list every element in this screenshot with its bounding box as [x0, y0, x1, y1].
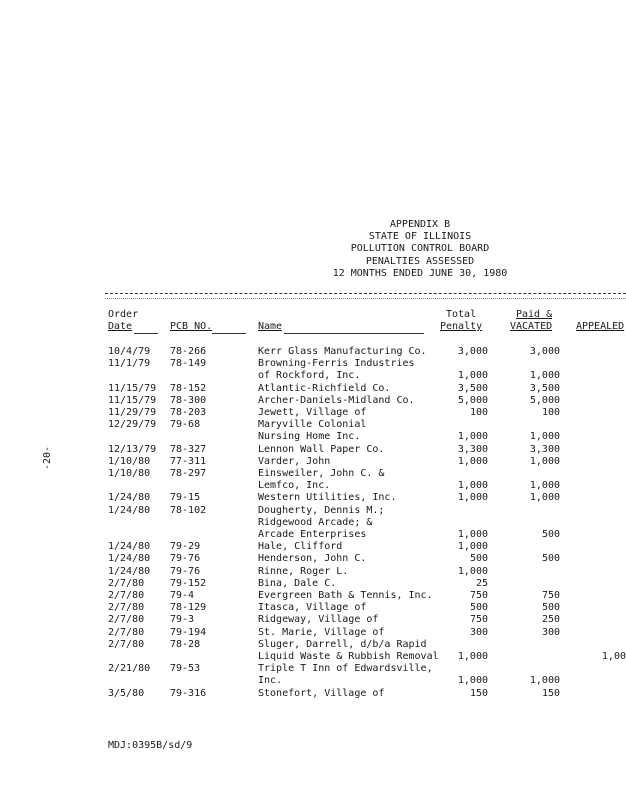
name-cell: Atlantic-Richfield Co. — [258, 382, 391, 394]
order-date-cell: 2/7/80 — [108, 602, 145, 614]
name-cell: Kerr Glass Manufacturing Co. — [258, 346, 427, 357]
table-row — [0, 395, 626, 407]
name-cell: Dougherty, Dennis M.; — [258, 504, 385, 516]
paid-vacated-cell: 150 — [541, 687, 560, 699]
name-cell: Sluger, Darrell, d/b/a Rapid — [258, 638, 427, 650]
table-row — [0, 590, 626, 602]
paid-vacated-cell: 1,000 — [529, 675, 560, 687]
header-divider — [105, 293, 626, 294]
order-date-header-line2: Date — [108, 321, 133, 332]
order-date-cell: 2/21/80 — [108, 663, 151, 675]
paid-vacated-cell: 250 — [541, 614, 560, 626]
table-row — [0, 688, 626, 700]
table-row — [0, 614, 626, 626]
table-row — [0, 566, 626, 578]
total-penalty-cell: 1,000 — [457, 455, 488, 467]
order-date-cell: 1/24/80 — [108, 504, 151, 516]
table-row — [0, 468, 626, 480]
total-penalty-cell: 150 — [469, 687, 488, 699]
order-date-cell: 11/1/79 — [108, 358, 151, 370]
pcb-number-cell: 79-15 — [170, 492, 201, 504]
paid-vacated-cell: 1,000 — [529, 492, 560, 504]
page-number-side: -20- — [42, 445, 53, 470]
table-row — [0, 480, 626, 492]
pcb-number-cell: 78-152 — [170, 382, 207, 394]
header-divider-secondary — [105, 298, 626, 299]
pcb-number-cell: 78-129 — [170, 602, 207, 614]
table-row — [0, 358, 626, 370]
name-cell: Browning-Ferris Industries — [258, 358, 415, 370]
total-penalty-cell: 3,300 — [457, 443, 488, 455]
pcb-number-cell: 79-53 — [170, 663, 201, 675]
name-cell: Ridgewood Arcade; & — [258, 516, 373, 528]
paid-vacated-cell: 5,000 — [529, 394, 560, 406]
pcb-number-cell: 79-29 — [170, 541, 201, 553]
header-line: 12 MONTHS ENDED JUNE 30, 1980 — [332, 267, 508, 279]
appealed-cell: 1,00 — [601, 651, 626, 662]
pcb-number-cell: 78-327 — [170, 443, 207, 455]
pcb-number-cell: 78-28 — [170, 638, 201, 650]
total-penalty-header-line2: Penalty — [440, 321, 483, 332]
paid-vacated-cell: 500 — [541, 602, 560, 614]
name-cell: St. Marie, Village of — [258, 626, 385, 638]
order-date-cell: 2/7/80 — [108, 577, 145, 589]
total-penalty-cell: 1,000 — [457, 431, 488, 443]
name-cell: Jewett, Village of — [258, 407, 367, 418]
order-date-cell: 1/24/80 — [108, 565, 151, 577]
name-cell: Henderson, John C. — [258, 553, 367, 565]
name-cell: Lemfco, Inc. — [258, 480, 331, 492]
pcb-number-cell: 79-76 — [170, 565, 201, 577]
total-penalty-cell: 1,000 — [457, 480, 488, 492]
name-cell: Western Utilities, Inc. — [258, 492, 397, 504]
pcb-number-cell: 78-300 — [170, 394, 207, 406]
pcb-number-cell: 79-152 — [170, 577, 207, 589]
pcb-number-header: PCB NO. — [170, 321, 213, 332]
table-row — [0, 370, 626, 382]
total-penalty-cell: 1,000 — [457, 565, 488, 577]
paid-vacated-cell: 500 — [541, 553, 560, 565]
name-cell: Stonefort, Village of — [258, 687, 385, 699]
order-date-cell: 2/7/80 — [108, 638, 145, 650]
name-cell: Liquid Waste & Rubbish Removal — [258, 651, 439, 662]
order-date-cell: 11/15/79 — [108, 394, 157, 406]
order-date-header-line1: Order — [108, 309, 139, 320]
header-line: STATE OF ILLINOIS — [368, 231, 472, 243]
order-date-cell: 1/10/80 — [108, 468, 151, 479]
table-row — [0, 505, 626, 517]
name-cell: Itasca, Village of — [258, 602, 367, 614]
paid-vacated-header-line2: VACATED — [510, 321, 553, 332]
paid-vacated-cell: 100 — [541, 407, 560, 418]
total-penalty-cell: 1,000 — [457, 492, 488, 504]
document-header — [330, 219, 510, 280]
paid-vacated-cell: 1,000 — [529, 431, 560, 443]
table-row — [0, 383, 626, 395]
order-date-cell: 3/5/80 — [108, 687, 145, 699]
table-row — [0, 602, 626, 614]
total-penalty-cell: 25 — [475, 577, 488, 589]
table-row — [0, 541, 626, 553]
paid-vacated-cell: 3,000 — [529, 346, 560, 357]
pcb-number-cell: 79-3 — [170, 614, 195, 626]
appealed-header: APPEALED — [576, 321, 625, 332]
total-penalty-cell: 5,000 — [457, 394, 488, 406]
name-cell: Archer-Daniels-Midland Co. — [258, 394, 415, 406]
name-cell: Triple T Inn of Edwardsville, — [258, 663, 433, 675]
total-penalty-cell: 500 — [469, 602, 488, 614]
name-cell: Maryville Colonial — [258, 419, 367, 431]
order-date-cell: 1/24/80 — [108, 553, 151, 565]
total-penalty-cell: 1,000 — [457, 651, 488, 662]
table-row — [0, 639, 626, 651]
total-penalty-cell: 750 — [469, 590, 488, 601]
table-row — [0, 431, 626, 443]
table-row — [0, 492, 626, 504]
order-date-cell: 1/10/80 — [108, 455, 151, 467]
paid-vacated-header-line1: Paid & — [516, 309, 553, 320]
total-penalty-header-line1: Total — [446, 309, 477, 320]
paid-vacated-cell: 500 — [541, 529, 560, 540]
pcb-underline — [212, 333, 246, 334]
table-row — [0, 553, 626, 565]
order-date-cell: 12/13/79 — [108, 443, 157, 455]
name-cell: Arcade Enterprises — [258, 529, 367, 540]
table-row — [0, 529, 626, 541]
paid-vacated-cell: 750 — [541, 590, 560, 601]
name-header: Name — [258, 321, 283, 332]
order-date-cell: 12/29/79 — [108, 419, 157, 431]
name-cell: Lennon Wall Paper Co. — [258, 443, 385, 455]
total-penalty-cell: 1,000 — [457, 675, 488, 687]
name-cell: of Rockford, Inc. — [258, 370, 361, 382]
pcb-number-cell: 79-194 — [170, 626, 207, 638]
table-row — [0, 407, 626, 419]
table-row — [0, 675, 626, 687]
pcb-number-cell: 79-316 — [170, 687, 207, 699]
pcb-number-cell: 78-266 — [170, 346, 207, 357]
order-date-cell: 11/29/79 — [108, 407, 157, 418]
name-cell: Nursing Home Inc. — [258, 431, 361, 443]
table-row — [0, 651, 626, 663]
total-penalty-cell: 300 — [469, 626, 488, 638]
pcb-number-cell: 78-102 — [170, 504, 207, 516]
order-date-cell: 2/7/80 — [108, 626, 145, 638]
pcb-number-cell: 79-4 — [170, 590, 195, 601]
total-penalty-cell: 1,000 — [457, 541, 488, 553]
pcb-number-cell: 78-149 — [170, 358, 207, 370]
paid-vacated-cell: 300 — [541, 626, 560, 638]
pcb-number-cell: 77-311 — [170, 455, 207, 467]
table-row — [0, 578, 626, 590]
order-date-cell: 2/7/80 — [108, 590, 145, 601]
table-row — [0, 444, 626, 456]
paid-vacated-cell: 3,300 — [529, 443, 560, 455]
total-penalty-cell: 1,000 — [457, 529, 488, 540]
name-cell: Bina, Dale C. — [258, 577, 337, 589]
total-penalty-cell: 500 — [469, 553, 488, 565]
total-penalty-cell: 1,000 — [457, 370, 488, 382]
table-row — [0, 663, 626, 675]
name-cell: Einsweiler, John C. & — [258, 468, 385, 479]
order-date-underline — [134, 333, 158, 334]
order-date-cell: 1/24/80 — [108, 541, 151, 553]
paid-vacated-cell: 1,000 — [529, 480, 560, 492]
footer-reference: MDJ:0395B/sd/9 — [108, 740, 193, 751]
name-cell: Rinne, Roger L. — [258, 565, 349, 577]
order-date-cell: 11/15/79 — [108, 382, 157, 394]
name-cell: Ridgeway, Village of — [258, 614, 379, 626]
name-cell: Hale, Clifford — [258, 541, 343, 553]
total-penalty-cell: 3,000 — [457, 346, 488, 357]
order-date-cell: 10/4/79 — [108, 346, 151, 357]
header-line: APPENDIX B — [389, 219, 451, 230]
order-date-cell: 2/7/80 — [108, 614, 145, 626]
header-line: POLLUTION CONTROL BOARD — [350, 243, 490, 255]
total-penalty-cell: 3,500 — [457, 382, 488, 394]
total-penalty-cell: 100 — [469, 407, 488, 418]
pcb-number-cell: 78-297 — [170, 468, 207, 479]
paid-vacated-cell: 1,000 — [529, 370, 560, 382]
pcb-number-cell: 79-68 — [170, 419, 201, 431]
table-row — [0, 517, 626, 529]
pcb-number-cell: 78-203 — [170, 407, 207, 418]
pcb-number-cell: 79-76 — [170, 553, 201, 565]
table-row — [0, 627, 626, 639]
table-row — [0, 346, 626, 358]
name-underline — [284, 333, 424, 334]
name-cell: Varder, John — [258, 455, 331, 467]
table-row — [0, 456, 626, 468]
header-line: PENALTIES ASSESSED — [365, 255, 475, 267]
name-cell: Inc. — [258, 675, 283, 687]
table-row — [0, 419, 626, 431]
paid-vacated-cell: 1,000 — [529, 455, 560, 467]
name-cell: Evergreen Bath & Tennis, Inc. — [258, 590, 433, 601]
order-date-cell: 1/24/80 — [108, 492, 151, 504]
total-penalty-cell: 750 — [469, 614, 488, 626]
paid-vacated-cell: 3,500 — [529, 382, 560, 394]
